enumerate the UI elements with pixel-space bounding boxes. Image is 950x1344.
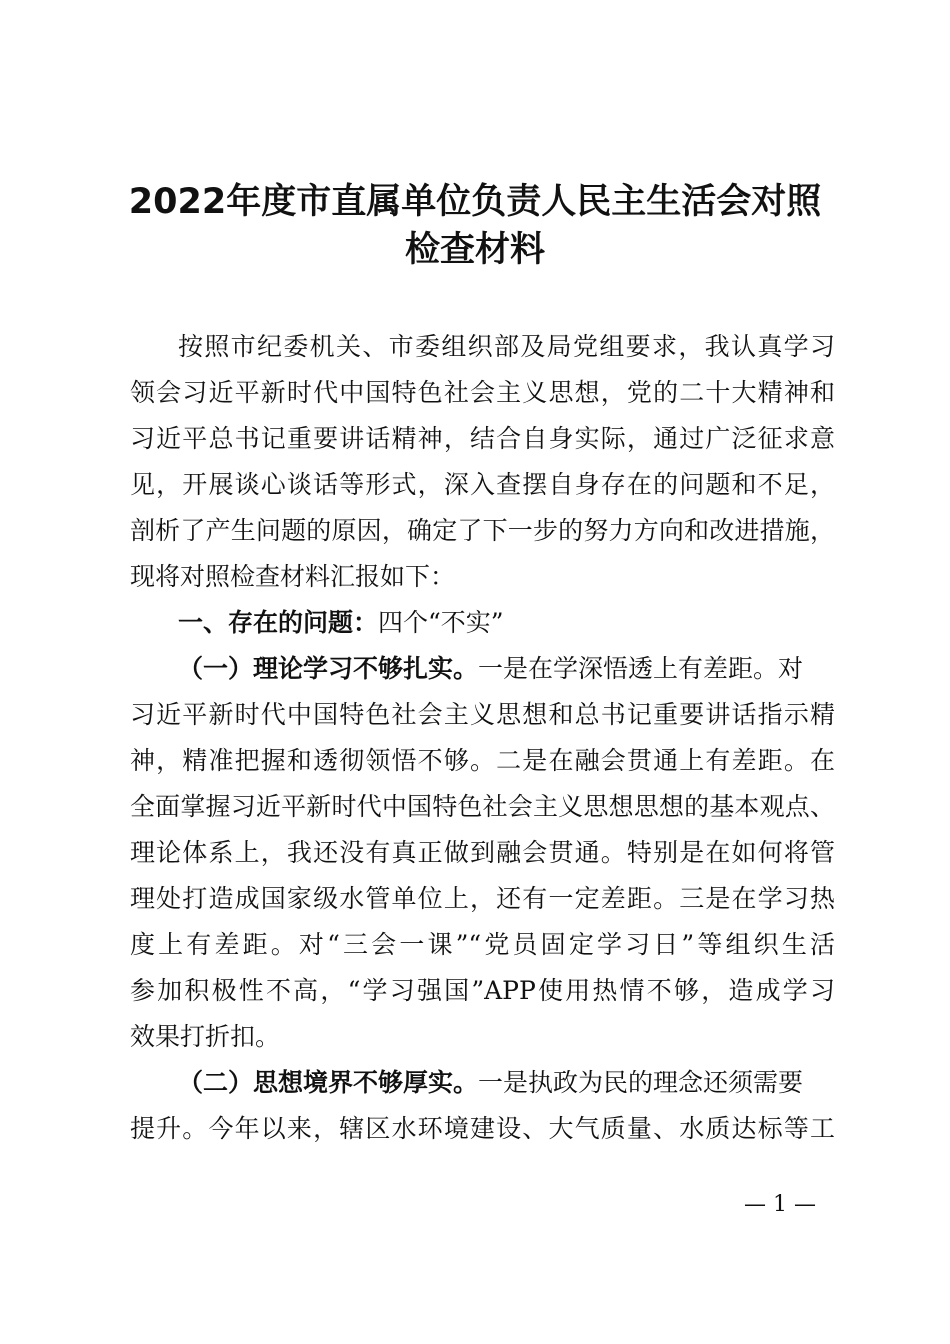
subsection-1-line: 全面掌握习近平新时代中国特色社会主义思想思想的基本观点、: [130, 792, 835, 821]
section-heading-text: 四个“不实”: [378, 608, 504, 637]
subsection-2-heading: （二）思想境界不够厚实。: [178, 1068, 479, 1097]
subsection-1-line: 参加积极性不高，“学习强国”APP使用热情不够，造成学习: [130, 976, 835, 1005]
intro-paragraph-line: 领会习近平新时代中国特色社会主义思想，党的二十大精神和: [130, 378, 835, 407]
intro-paragraph-line: 剖析了产生问题的原因，确定了下一步的努力方向和改进措施，: [130, 516, 835, 545]
subsection-2-line: 提升。今年以来，辖区水环境建设、大气质量、水质达标等工: [130, 1114, 835, 1143]
intro-paragraph-line: 见，开展谈心谈话等形式，深入查摆自身存在的问题和不足，: [130, 470, 835, 499]
subsection-1-first-line: [178, 646, 835, 692]
subsection-1-line: 习近平新时代中国特色社会主义思想和总书记重要讲话指示精: [130, 700, 835, 729]
page-number: — 1 —: [744, 1192, 816, 1217]
subsection-1-line: 神，精准把握和透彻领悟不够。二是在融会贯通上有差距。在: [130, 746, 835, 775]
subsection-2-first-line: [178, 1060, 835, 1106]
document-title-line-2: 检查材料: [404, 230, 545, 270]
intro-paragraph-line: 现将对照检查材料汇报如下：: [130, 562, 456, 591]
subsection-1-line: 度上有差距。对“三会一课”“党员固定学习日”等组织生活: [130, 930, 835, 959]
section-heading-1: [178, 600, 835, 646]
document-title-line-1: 2022年度市直属单位负责人民主生活会对照: [128, 182, 822, 222]
section-heading-label: 一、存在的问题：: [178, 608, 379, 637]
subsection-1-text: 一是在学深悟透上有差距。对: [478, 654, 804, 683]
intro-paragraph-line: 习近平总书记重要讲话精神，结合自身实际，通过广泛征求意: [130, 424, 835, 453]
intro-paragraph-line: 按照市纪委机关、市委组织部及局党组要求，我认真学习: [178, 332, 835, 361]
subsection-2-text: 一是执政为民的理念还须需要: [478, 1068, 804, 1097]
subsection-1-line: 理处打造成国家级水管单位上，还有一定差距。三是在学习热: [130, 884, 835, 913]
subsection-1-line: 效果打折扣。: [130, 1022, 281, 1051]
subsection-1-line: 理论体系上，我还没有真正做到融会贯通。特别是在如何将管: [130, 838, 835, 867]
subsection-1-heading: （一）理论学习不够扎实。: [178, 654, 479, 683]
